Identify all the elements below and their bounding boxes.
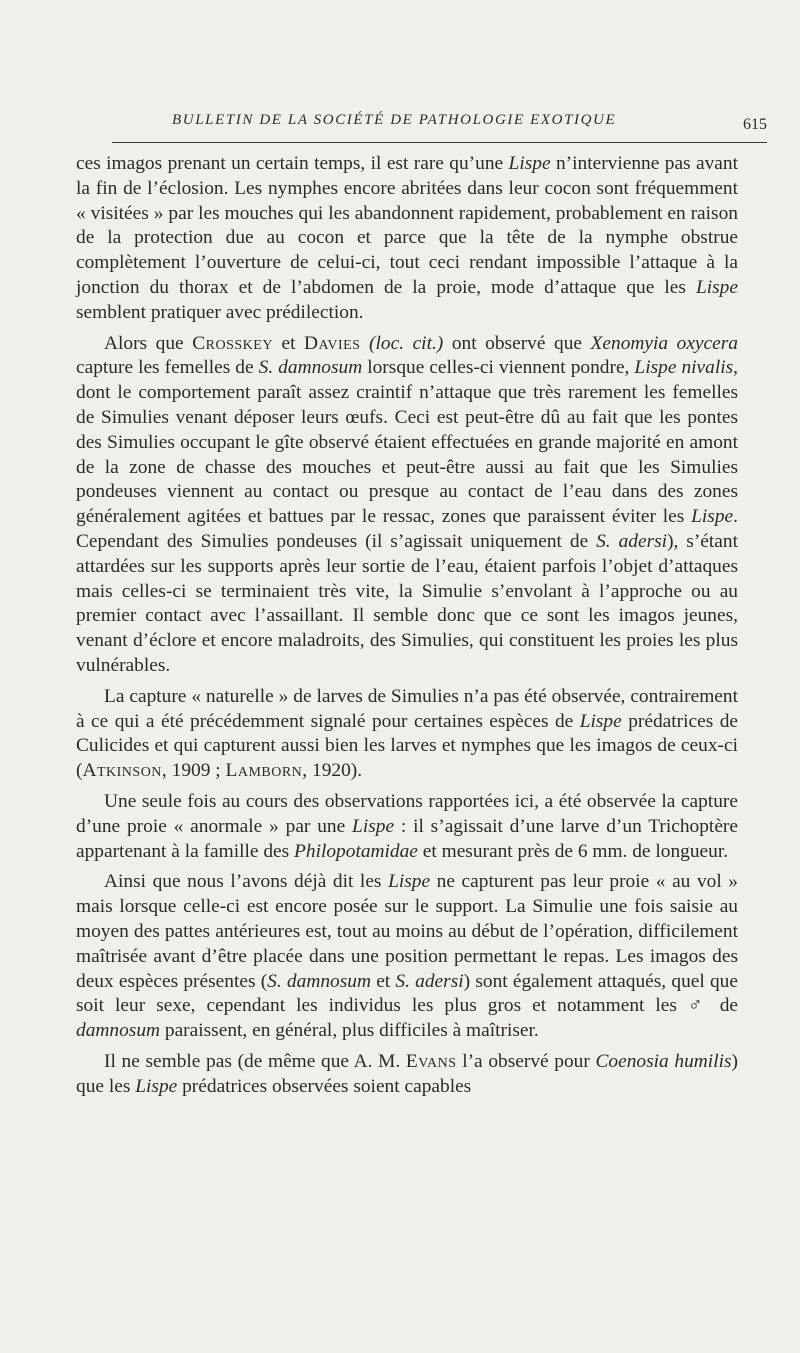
text-run: ), s’étant attardées sur les supports après leur sortie de l’eau, étaient parfois l’objet d’attaques mais celles-ci se terminaient très vite, la Simulie s’envolant à l’approche ou au premier contact avec l’assaillant. Il semble donc que ce sont les imagos jeunes, venant d’éclore et encore maladroits, des Simulies, qui constituent les proies les plus vulnérables. [76, 530, 738, 676]
text-run: ne capturent pas leur proie « au vol » mais lorsque celle-ci est encore posée sur le support. La Simulie une fois saisie au moyen des pattes antérieures est, tout au moins au début de l’opération, difficilement maîtrisée avant d’être placée dans une position permettant le repas. Les imagos des deux espèces présentes ( [76, 871, 738, 992]
italic-term: Lispe [695, 276, 738, 298]
text-run: , dont le comportement paraît assez craintif n’attaque que très rarement les femelles de Simulies venant déposer leurs œufs. Ceci est peut-être dû au fait que les pontes des Simulies occupant le gîte observé étaient effectuées en grande majorité en amont de la zone de chasse des mouches et peut-être aussi au fait que les Simulies pondeuses viennent au contact ou presque au contact de l’eau dans des zones généralement agitées et battues par le ressac, zones que paraissent éviter les [76, 357, 739, 528]
text-run: semblent pratiquer avec prédilection. [76, 301, 364, 323]
text-run [360, 333, 369, 354]
text-run: et [272, 332, 305, 354]
text-run: ces imagos prenant un certain temps, il est rare qu’une [76, 153, 509, 174]
paragraph [76, 1050, 738, 1100]
running-title: BULLETIN DE LA SOCIÉTÉ DE PATHOLOGIE EXOTIQUE [172, 112, 617, 128]
text-run: , 1909 ; [161, 760, 226, 782]
text-run: La capture « naturelle » de larves de Simulies n’a pas été observée, contrairement à ce qui a été précédemment signalé pour certaines espèces de [76, 685, 738, 732]
paragraph [76, 332, 738, 679]
paragraph [76, 870, 738, 1044]
italic-term: (loc. cit.) [369, 332, 444, 354]
running-header [112, 112, 767, 144]
text-run: Une seule fois au cours des observations rapportées ici, a été observée la capture d’une proie « anormale » par une [76, 790, 738, 837]
text-run: prédatrices de Culicides et qui capturent aussi bien les larves et nymphes que les imagos de ceux-ci ( [76, 710, 738, 782]
text-run: prédatrices observées soient capables [177, 1075, 472, 1097]
paragraph [76, 152, 738, 326]
text-run: lorsque celles-ci viennent pondre, [362, 357, 635, 379]
italic-term: Philopotamidae [294, 840, 418, 862]
text-run: ) que les [76, 1050, 738, 1097]
text-run: . Cependant des Simulies pondeuses (il s’agissait uniquement de [76, 506, 738, 552]
italic-term: S. damnosum [267, 970, 371, 992]
paragraph [76, 790, 738, 864]
header-rule [112, 142, 767, 143]
italic-term: Xenomyia oxycera [590, 332, 738, 354]
author-name: Davies [304, 332, 361, 354]
italic-term: Coenosia humilis [595, 1050, 732, 1072]
text-run: et [370, 970, 396, 992]
text-run: Il ne semble pas (de même que A. M. [104, 1050, 406, 1072]
page-number: 615 [743, 116, 767, 133]
text-run: ont observé que [443, 332, 591, 354]
author-name: Atkinson [82, 760, 162, 782]
italic-term: Lispe [352, 815, 395, 837]
author-name: Crosskey [192, 332, 273, 354]
text-run: paraissent, en général, plus difficiles à maîtriser. [160, 1020, 539, 1042]
text-run: Ainsi que nous l’avons déjà dit les [104, 871, 389, 893]
text-run: capture les femelles de [76, 357, 259, 379]
italic-term: Lispe nivalis [634, 357, 734, 379]
italic-term: S. damnosum [258, 357, 363, 379]
italic-term: S. adersi [395, 970, 464, 992]
text-run: ) sont également attaqués, quel que soit leur sexe, cependant les individus les plus gros et notamment les ♂ de [76, 970, 738, 1017]
author-name: Lamborn [225, 760, 303, 782]
text-run: , 1920). [302, 760, 363, 782]
author-name: Evans [405, 1050, 457, 1072]
paragraph [76, 685, 738, 784]
italic-term: Lispe [579, 710, 622, 732]
italic-term: damnosum [76, 1020, 161, 1042]
text-run: n’intervienne pas avant la fin de l’éclosion. Les nymphes encore abritées dans leur cocon sont fréquemment « visitées » par les mouches qui les abandonnent rapidement, probablement en raison de la protection due au cocon et parce que la tête de la nymphe obstrue complètement l’ouverture de celui-ci, tout ceci rendant impossible l’attaque à la jonction du thorax et de l’abdomen de la proie, mode d’attaque que les [76, 153, 738, 298]
italic-term: Lispe [691, 506, 734, 528]
text-run: : il s’agissait d’une larve d’un Trichoptère appartenant à la famille des [76, 815, 738, 862]
italic-term: Lispe [388, 871, 431, 893]
italic-term: Lispe [508, 153, 551, 174]
text-run: et mesurant près de 6 mm. de longueur. [417, 840, 729, 862]
italic-term: S. adersi [596, 530, 668, 552]
text-run: Alors que [104, 332, 193, 354]
italic-term: Lispe [135, 1075, 178, 1097]
body-text [76, 152, 738, 1099]
text-run: l’a observé pour [456, 1050, 596, 1072]
